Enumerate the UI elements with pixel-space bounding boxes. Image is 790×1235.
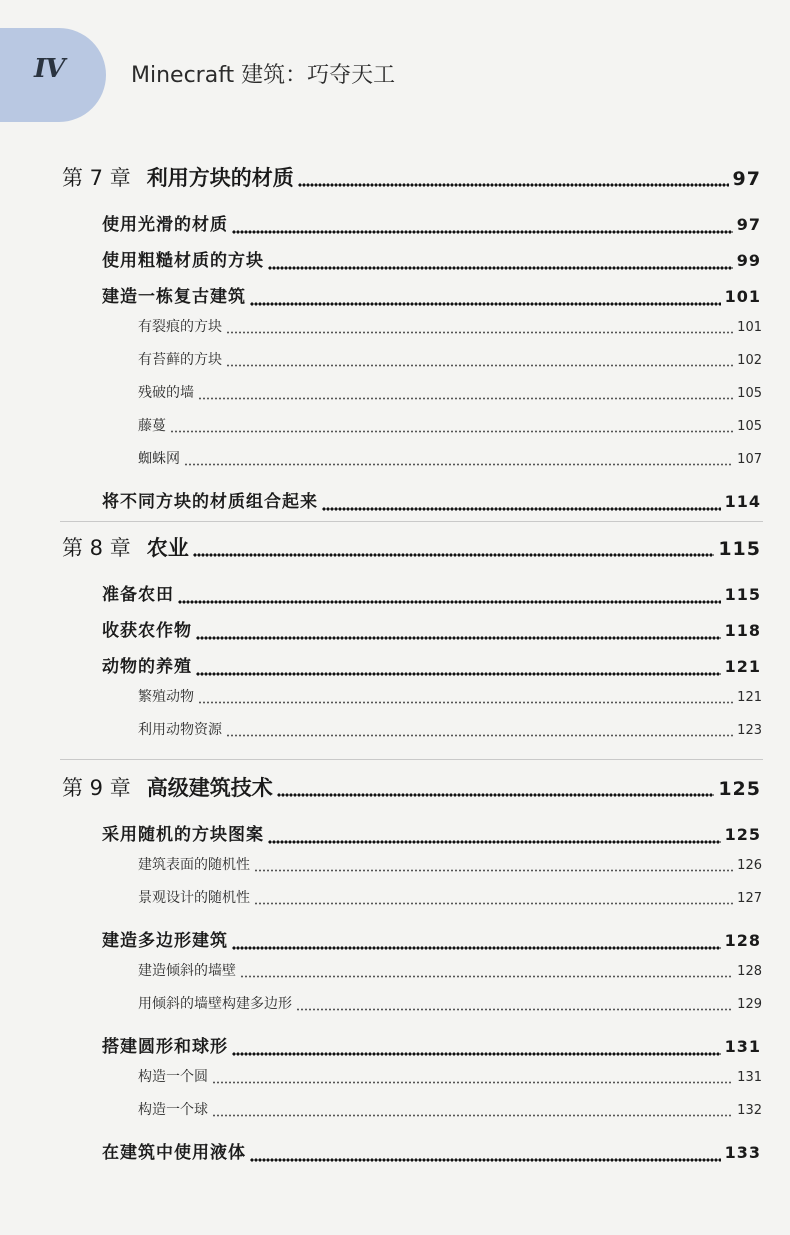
- dot-leader: [193, 553, 715, 557]
- subsection-page: 107: [737, 452, 762, 467]
- page-number: IV: [34, 54, 65, 84]
- chapter-page: 97: [732, 168, 761, 190]
- subsection-page: 105: [737, 386, 762, 401]
- section-page: 121: [724, 657, 761, 676]
- toc-subsection-entry[interactable]: [138, 382, 762, 404]
- section-page: 118: [724, 621, 761, 640]
- dot-leader: [250, 302, 721, 306]
- section-title: 使用光滑的材质: [102, 215, 228, 235]
- section-title: 建造多边形建筑: [102, 931, 228, 951]
- dot-leader: [212, 1114, 733, 1117]
- toc-section-entry[interactable]: [102, 487, 761, 515]
- section-page: 97: [736, 215, 761, 234]
- chapter-number: 第 7 章: [62, 166, 131, 190]
- subsection-page: 101: [737, 320, 762, 335]
- dot-leader: [196, 636, 721, 640]
- section-page: 114: [724, 492, 761, 511]
- section-title: 搭建圆形和球形: [102, 1037, 228, 1057]
- section-page: 131: [724, 1037, 761, 1056]
- dot-leader: [178, 600, 721, 604]
- toc-chapter-entry[interactable]: [62, 532, 761, 562]
- toc-section-entry[interactable]: [102, 246, 761, 274]
- subsection-title: 构造一个球: [138, 1102, 208, 1118]
- chapter-label: [62, 532, 189, 562]
- dot-leader: [296, 1008, 733, 1011]
- section-title: 将不同方块的材质组合起来: [102, 492, 318, 512]
- subsection-page: 131: [737, 1070, 762, 1085]
- dot-leader: [250, 1158, 721, 1162]
- dot-leader: [198, 397, 733, 400]
- subsection-title: 用倾斜的墙壁构建多边形: [138, 996, 292, 1012]
- chapter-number: 第 9 章: [62, 776, 131, 800]
- section-page: 133: [724, 1143, 761, 1162]
- chapter-label: [62, 162, 294, 192]
- subsection-title: 景观设计的随机性: [138, 890, 250, 906]
- dot-leader: [232, 230, 733, 234]
- subsection-page: 132: [737, 1103, 762, 1118]
- toc-section-entry[interactable]: [102, 616, 761, 644]
- toc-chapter-entry[interactable]: [62, 772, 761, 802]
- book-title: Minecraft 建筑：巧夺天工: [131, 63, 396, 88]
- toc-subsection-entry[interactable]: [138, 719, 762, 741]
- dot-leader: [240, 975, 733, 978]
- toc-section-entry[interactable]: [102, 210, 761, 238]
- section-title: 在建筑中使用液体: [102, 1143, 246, 1163]
- toc-subsection-entry[interactable]: [138, 993, 762, 1015]
- subsection-title: 繁殖动物: [138, 689, 194, 705]
- subsection-page: 127: [737, 891, 762, 906]
- subsection-title: 有裂痕的方块: [138, 319, 222, 335]
- chapter-title: 农业: [146, 536, 189, 560]
- chapter-title: 高级建筑技术: [146, 776, 273, 800]
- section-page: 99: [736, 251, 761, 270]
- toc-subsection-entry[interactable]: [138, 1066, 762, 1088]
- subsection-title: 利用动物资源: [138, 722, 222, 738]
- subsection-page: 129: [737, 997, 762, 1012]
- dot-leader: [322, 507, 721, 511]
- subsection-page: 121: [737, 690, 762, 705]
- subsection-title: 构造一个圆: [138, 1069, 208, 1085]
- dot-leader: [170, 430, 733, 433]
- subsection-title: 有苔藓的方块: [138, 352, 222, 368]
- section-page: 115: [724, 585, 761, 604]
- section-title: 建造一栋复古建筑: [102, 287, 246, 307]
- section-page: 128: [724, 931, 761, 950]
- section-title: 使用粗糙材质的方块: [102, 251, 264, 271]
- toc-subsection-entry[interactable]: [138, 887, 762, 909]
- toc-subsection-entry[interactable]: [138, 1099, 762, 1121]
- subsection-title: 建筑表面的随机性: [138, 857, 250, 873]
- toc-section-entry[interactable]: [102, 820, 761, 848]
- toc-section-entry[interactable]: [102, 282, 761, 310]
- dot-leader: [232, 946, 721, 950]
- toc-chapter-entry[interactable]: [62, 162, 761, 192]
- toc-section-entry[interactable]: [102, 926, 761, 954]
- subsection-title: 藤蔓: [138, 418, 166, 434]
- chapter-separator: [60, 759, 763, 760]
- dot-leader: [298, 183, 729, 187]
- toc-subsection-entry[interactable]: [138, 854, 762, 876]
- toc-section-entry[interactable]: [102, 652, 761, 680]
- dot-leader: [226, 734, 733, 737]
- subsection-page: 123: [737, 723, 762, 738]
- chapter-separator: [60, 521, 763, 522]
- subsection-title: 建造倾斜的墙壁: [138, 963, 236, 979]
- section-title: 收获农作物: [102, 621, 192, 641]
- toc-subsection-entry[interactable]: [138, 349, 762, 371]
- dot-leader: [184, 463, 733, 466]
- dot-leader: [212, 1081, 733, 1084]
- dot-leader: [198, 701, 733, 704]
- dot-leader: [232, 1052, 721, 1056]
- section-title: 动物的养殖: [102, 657, 192, 677]
- chapter-number: 第 8 章: [62, 536, 131, 560]
- dot-leader: [254, 869, 733, 872]
- toc-section-entry[interactable]: [102, 580, 761, 608]
- toc-section-entry[interactable]: [102, 1032, 761, 1060]
- chapter-label: [62, 772, 273, 802]
- subsection-page: 126: [737, 858, 762, 873]
- section-page: 101: [724, 287, 761, 306]
- chapter-page: 125: [718, 778, 761, 800]
- subsection-title: 蜘蛛网: [138, 451, 180, 467]
- dot-leader: [226, 331, 733, 334]
- toc-subsection-entry[interactable]: [138, 448, 762, 470]
- dot-leader: [277, 793, 715, 797]
- toc-subsection-entry[interactable]: [138, 686, 762, 708]
- section-title: 采用随机的方块图案: [102, 825, 264, 845]
- subsection-page: 105: [737, 419, 762, 434]
- section-title: 准备农田: [102, 585, 174, 605]
- dot-leader: [268, 840, 721, 844]
- toc-subsection-entry[interactable]: [138, 415, 762, 437]
- dot-leader: [196, 672, 721, 676]
- subsection-title: 残破的墙: [138, 385, 194, 401]
- chapter-page: 115: [718, 538, 761, 560]
- dot-leader: [226, 364, 733, 367]
- toc-subsection-entry[interactable]: [138, 316, 762, 338]
- toc-subsection-entry[interactable]: [138, 960, 762, 982]
- dot-leader: [254, 902, 733, 905]
- section-page: 125: [724, 825, 761, 844]
- subsection-page: 128: [737, 964, 762, 979]
- dot-leader: [268, 266, 733, 270]
- chapter-title: 利用方块的材质: [146, 166, 294, 190]
- subsection-page: 102: [737, 353, 762, 368]
- toc-section-entry[interactable]: [102, 1138, 761, 1166]
